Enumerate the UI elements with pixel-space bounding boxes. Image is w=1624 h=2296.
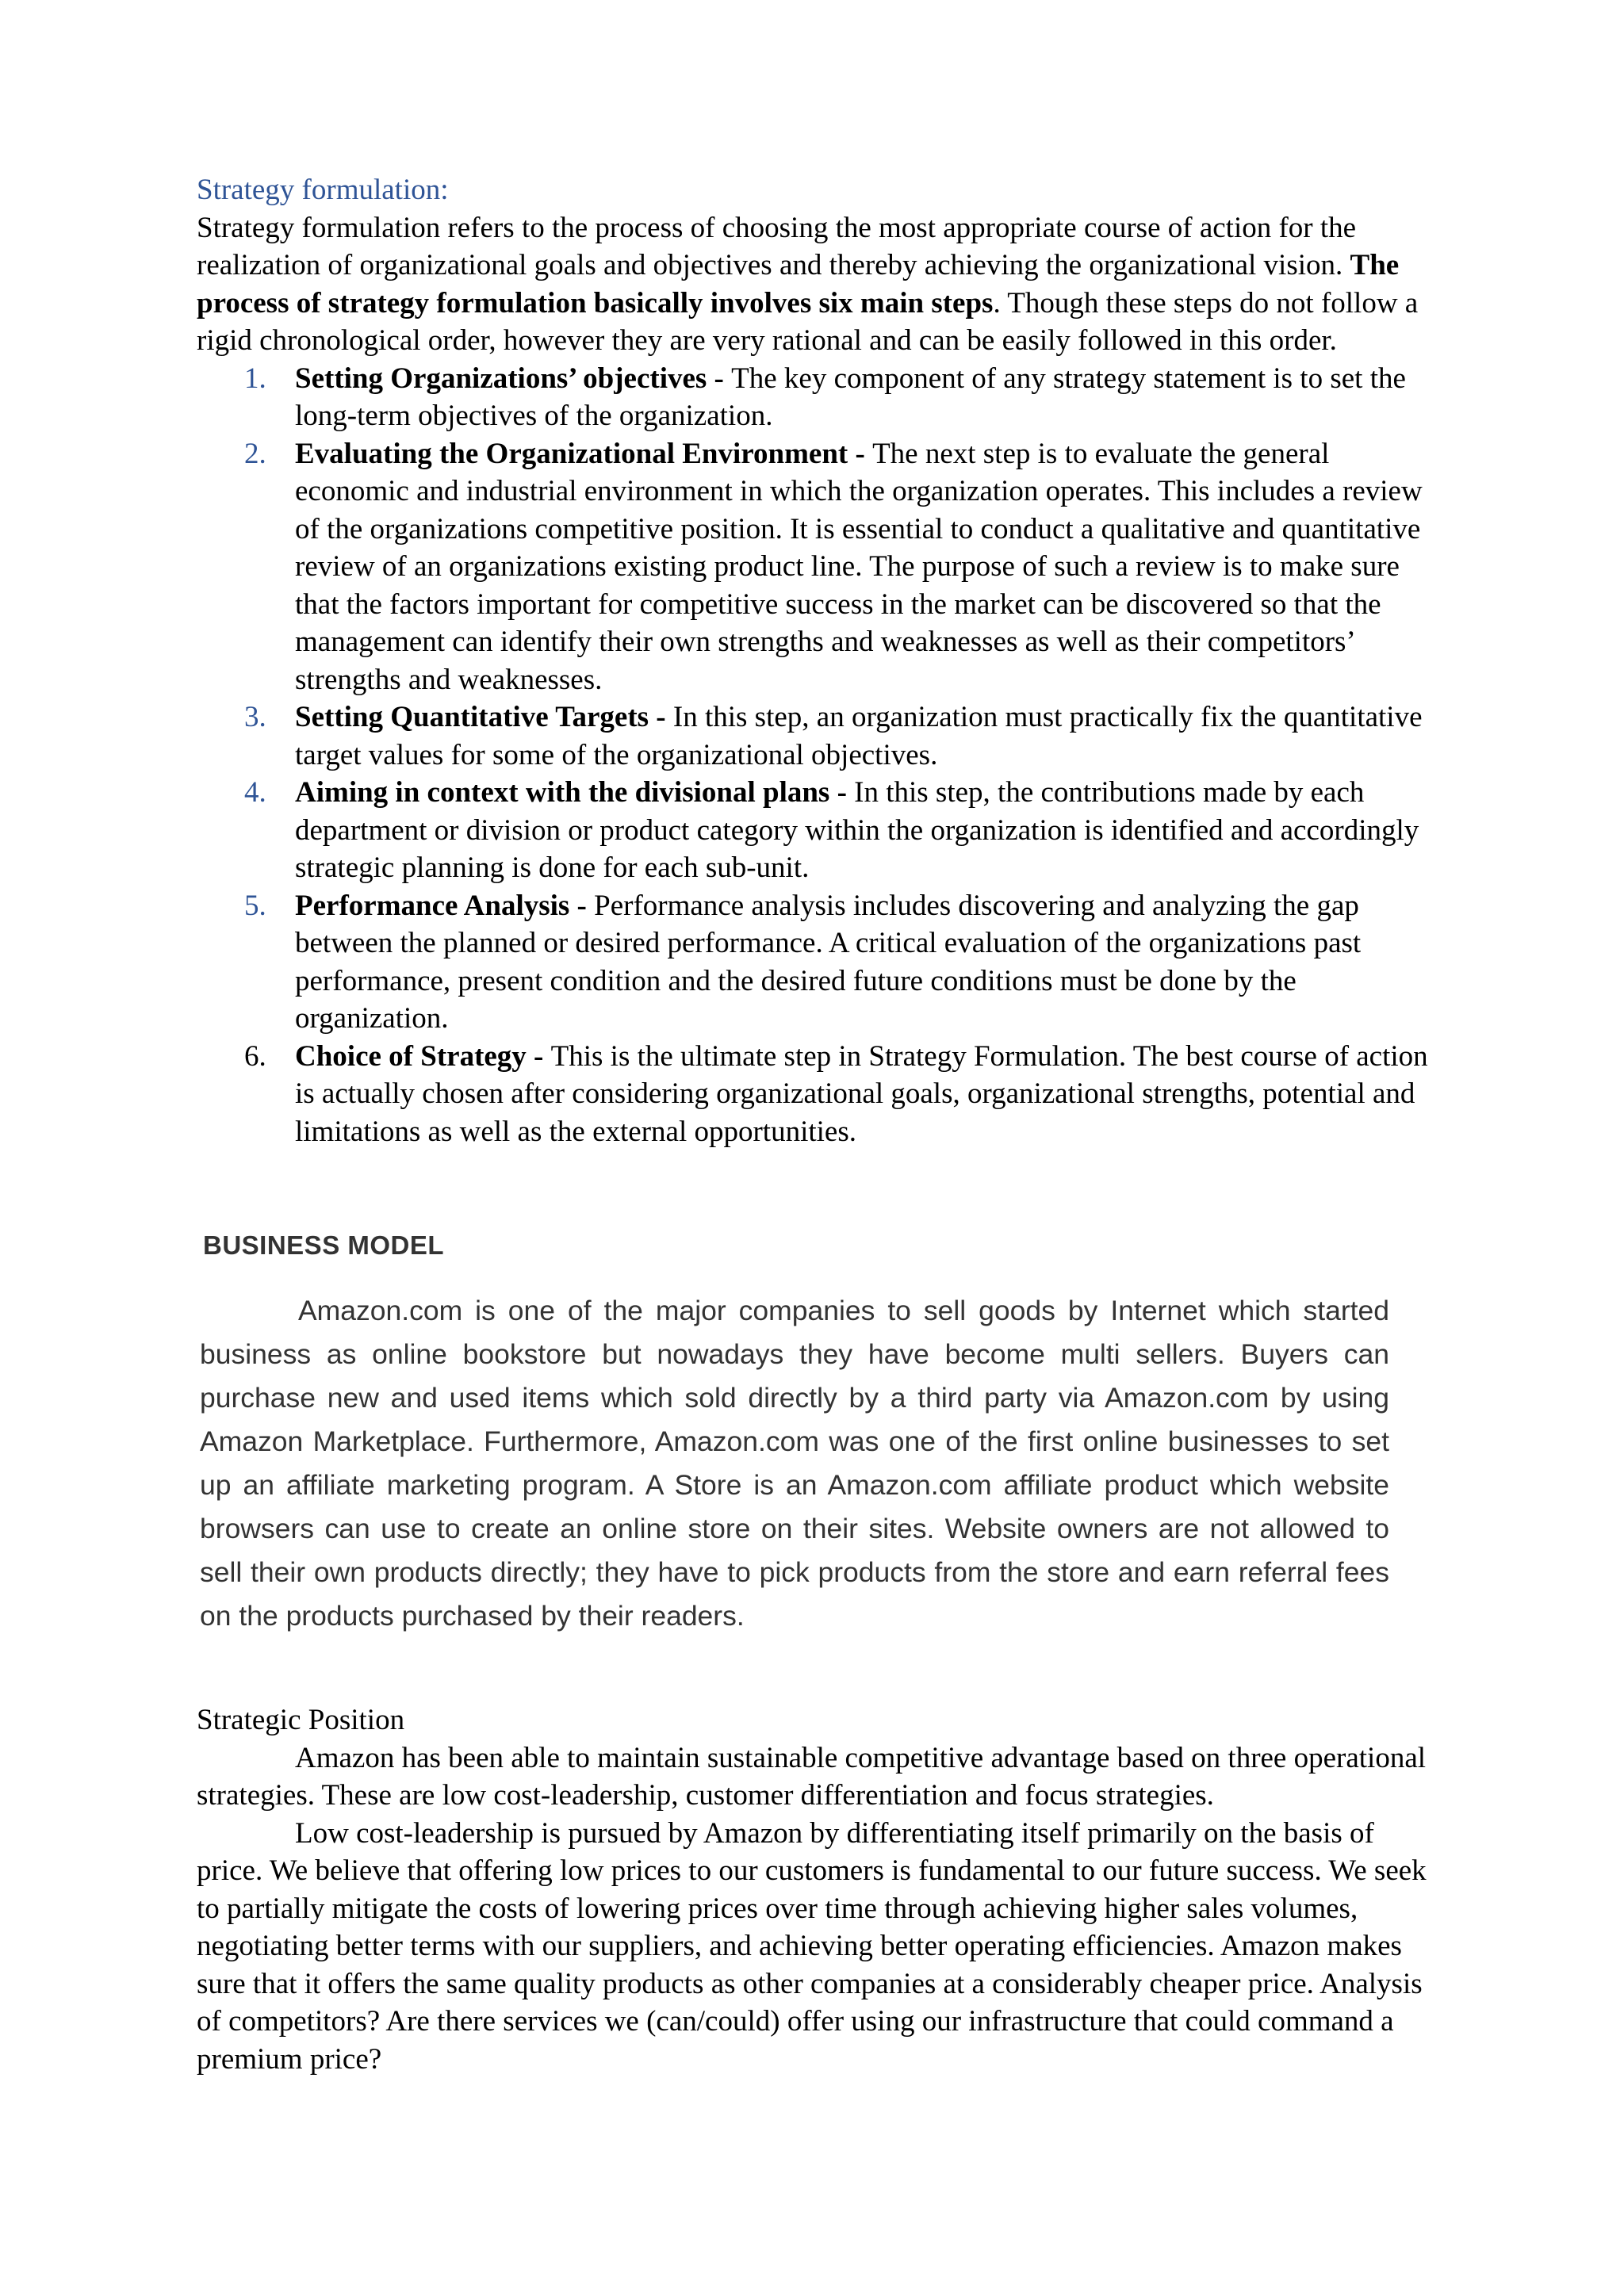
list-item bbox=[197, 698, 1434, 774]
strategic-position-para-1: Amazon has been able to maintain sustainable competitive advantage based on three operational strategies. These are low cost-leadership, customer differentiation and focus strategies. bbox=[197, 1741, 1427, 1812]
steps-list bbox=[197, 360, 1434, 1151]
strategic-position-section bbox=[197, 1701, 1434, 2078]
section-heading: Strategy formulation: bbox=[197, 174, 449, 206]
step-title: Setting Quantitative Targets - bbox=[295, 701, 673, 733]
step-title: Evaluating the Organizational Environment - bbox=[295, 437, 873, 470]
step-number: 4. bbox=[244, 776, 266, 809]
strategy-section bbox=[197, 171, 1434, 1150]
step-number: 1. bbox=[244, 362, 266, 395]
intro-paragraph bbox=[197, 209, 1434, 360]
step-title: Aiming in context with the divisional plans - bbox=[295, 776, 855, 809]
strategic-position-title: Strategic Position bbox=[197, 1704, 405, 1736]
step-text: In this step, an organization must practically fix the quantitative target values for some of the organizational objectives. bbox=[295, 701, 1423, 771]
step-text: Performance analysis includes discovering and analyzing the gap between the planned or desired performance. A critical evaluation of the organizations past performance, present condition and the desired future conditions must be done by the organization. bbox=[295, 889, 1362, 1035]
strategic-position-para-2: Low cost-leadership is pursued by Amazon by differentiating itself primarily on the basis of price. We believe that offering low prices to our customers is fundamental to our future success. We seek to partially mitigate the costs of lowering prices over time through achieving higher sales volumes, negotiating better terms with our suppliers, and achieving better operating efficiencies. Amazon makes sure that it offers the same quality products as other companies at a considerably cheaper price. Analysis of competitors? Are there services we (can/could) offer using our infrastructure that could command a premium price? bbox=[197, 1816, 1427, 2076]
list-item bbox=[197, 774, 1434, 887]
step-number: 5. bbox=[244, 889, 266, 922]
step-title: Choice of Strategy - bbox=[295, 1039, 551, 1073]
list-item bbox=[197, 360, 1434, 435]
step-text: In this step, the contributions made by each department or division or product category within the organization is identified and accordingly strategic planning is done for each sub-unit. bbox=[295, 776, 1419, 884]
business-model-section bbox=[200, 1230, 1389, 1638]
step-text: This is the ultimate step in Strategy Formulation. The best course of action is actually chosen after considering organizational goals, organizational strengths, potential and limitations as well as the external opportunities. bbox=[295, 1039, 1428, 1148]
intro-text-2: . Though these steps do not follow a rigid chronological order, however they are very rational and can be easily followed in this order. bbox=[197, 286, 1419, 357]
step-text: The key component of any strategy statement is to set the long-term objectives of the organization. bbox=[295, 362, 1406, 432]
step-title: Performance Analysis - bbox=[295, 889, 595, 922]
step-number: 3. bbox=[244, 701, 266, 733]
step-number: 6. bbox=[244, 1039, 266, 1073]
step-number: 2. bbox=[244, 437, 266, 470]
step-title: Setting Organizations’ objectives - bbox=[295, 362, 732, 395]
business-model-title: BUSINESS MODEL bbox=[203, 1230, 445, 1260]
list-item bbox=[197, 1038, 1434, 1151]
list-item bbox=[197, 435, 1434, 699]
list-item bbox=[197, 887, 1434, 1038]
step-text: The next step is to evaluate the general economic and industrial environment in which the organization operates. This includes a review of the organizations competitive position. It is essential to conduct a qualitative and quantitative review of an organizations existing product line. The purpose of such a review is to make sure that the factors important for competitive success in the market can be discovered so that the management can identify their own strengths and weaknesses as well as their competitors’ strengths and weaknesses. bbox=[295, 437, 1423, 696]
business-model-text: Amazon.com is one of the major companies to sell goods by Internet which started business as online bookstore but nowadays they have become multi sellers. Buyers can purchase new and used items which sold directly by a third party via Amazon.com by using Amazon Marketplace. Furthermore, Amazon.com was one of the first online businesses to set up an affiliate marketing program. A Store is an Amazon.com affiliate product which website browsers can use to create an online store on their sites. Website owners are not allowed to sell their own products directly; they have to pick products from the store and earn referral fees on the products purchased by their readers. bbox=[200, 1295, 1389, 1632]
intro-bold: The process of strategy formulation basically involves six main steps bbox=[197, 249, 1400, 320]
intro-text-1: Strategy formulation refers to the process of choosing the most appropriate course of action for the realization of organizational goals and objectives and thereby achieving the organizational vision. bbox=[197, 211, 1357, 281]
